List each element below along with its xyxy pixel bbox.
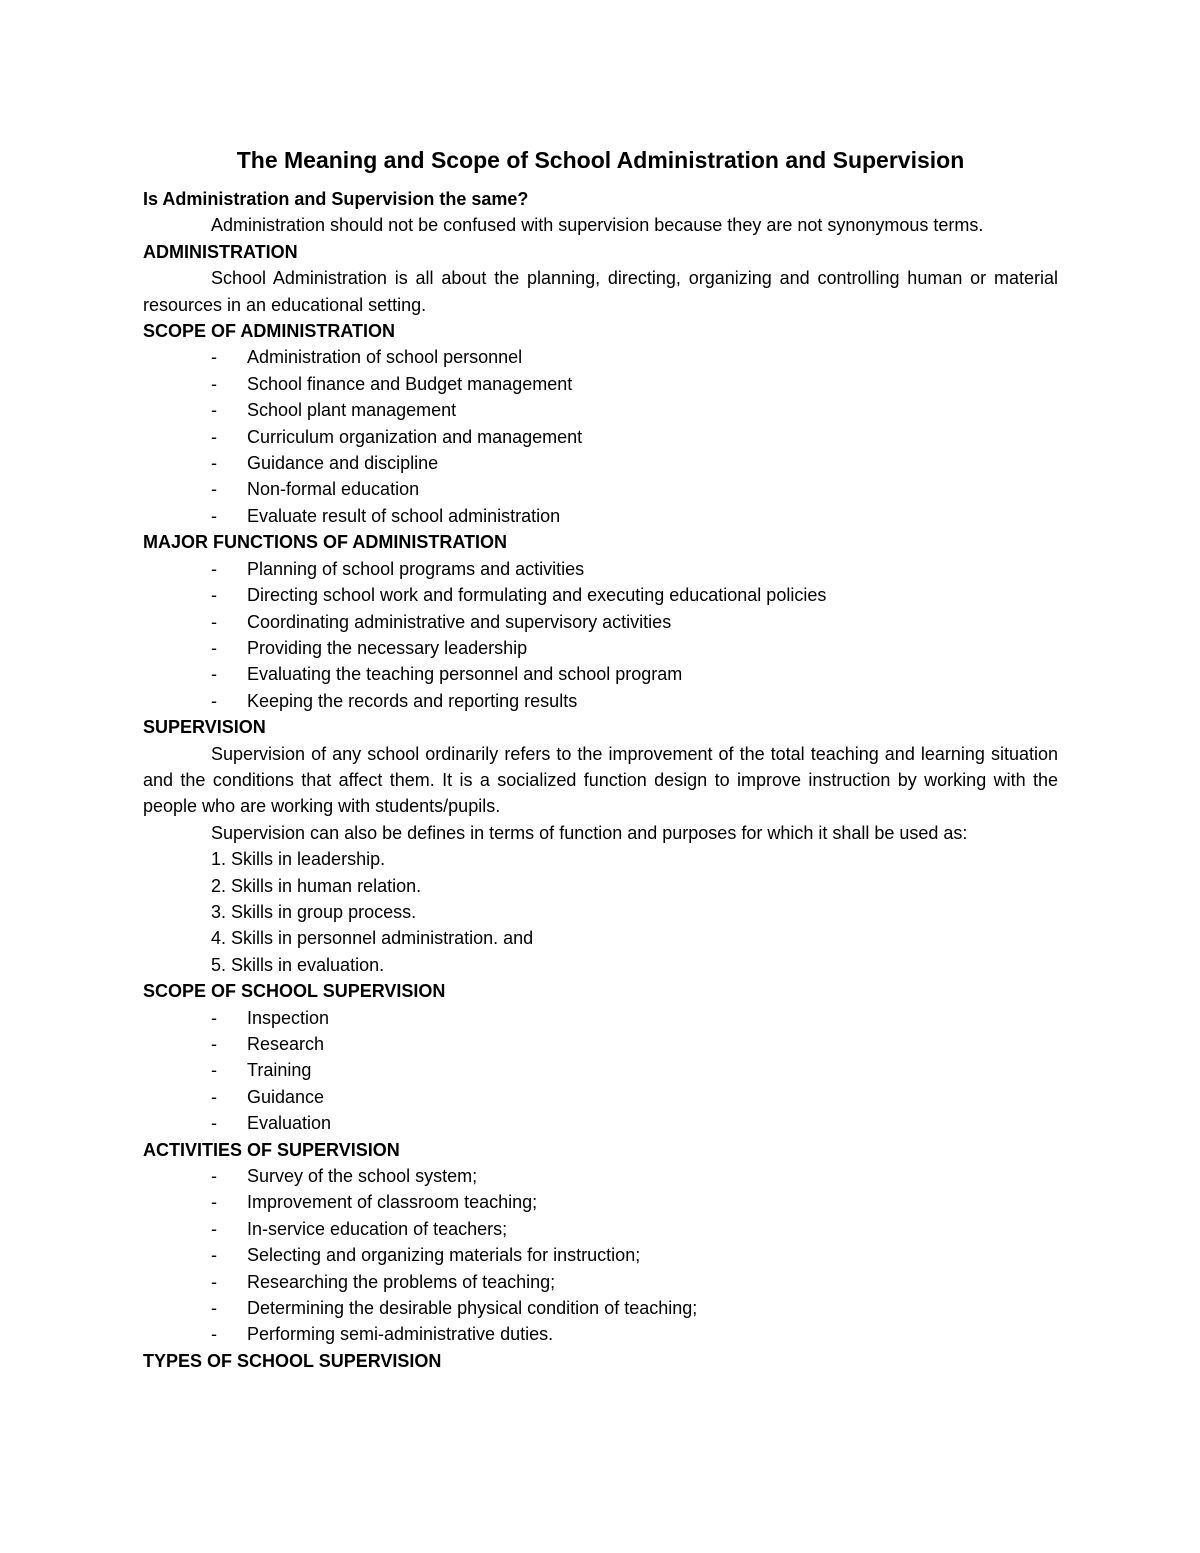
list-item	[143, 1295, 1058, 1321]
supervision-body: Supervision of any school ordinarily refers to the improvement of the total teaching and learning situation and the conditions that affect them. It is a socialized function design to improve instruction by working with the people who are working with students/pupils.	[143, 743, 1058, 817]
list-item-text: Determining the desirable physical condition of teaching;	[247, 1298, 698, 1319]
scope-of-supervision-list	[143, 1005, 1058, 1137]
supervision-body-2: Supervision can also be defines in terms of function and purposes for which it shall be used as:	[211, 822, 968, 843]
list-item-text: Non-formal education	[247, 479, 420, 500]
dash-bullet: -	[211, 505, 217, 526]
list-item	[143, 450, 1058, 476]
dash-bullet: -	[211, 479, 217, 500]
major-functions-list	[143, 556, 1058, 714]
list-item-text: Directing school work and formulating and executing educational policies	[247, 585, 827, 606]
types-of-supervision-heading: TYPES OF SCHOOL SUPERVISION	[143, 1350, 442, 1371]
activities-of-supervision-list	[143, 1163, 1058, 1348]
numbered-item: 2. Skills in human relation.	[211, 875, 422, 896]
dash-bullet: -	[211, 1086, 217, 1107]
list-item-text: Curriculum organization and management	[247, 426, 583, 447]
list-item	[143, 1110, 1058, 1136]
question-body: Administration should not be confused with supervision because they are not synonymous terms.	[211, 215, 984, 236]
list-item	[143, 1084, 1058, 1110]
dash-bullet: -	[211, 1192, 217, 1213]
major-functions-heading: MAJOR FUNCTIONS OF ADMINISTRATION	[143, 532, 507, 553]
list-item-text: School plant management	[247, 400, 457, 421]
supervision-skills-list	[143, 846, 1058, 978]
page-title: The Meaning and Scope of School Administration and Supervision	[236, 147, 965, 173]
list-item	[143, 1321, 1058, 1347]
list-item-text: Researching the problems of teaching;	[247, 1271, 556, 1292]
dash-bullet: -	[211, 637, 217, 658]
list-item-text: Inspection	[247, 1007, 330, 1028]
numbered-item: 1. Skills in leadership.	[211, 849, 386, 870]
list-item	[143, 661, 1058, 687]
numbered-item: 4. Skills in personnel administration. and	[211, 928, 534, 949]
dash-bullet: -	[211, 585, 217, 606]
administration-body: School Administration is all about the planning, directing, organizing and controlling human or material resources in an educational setting.	[143, 268, 1058, 315]
list-item-text: Planning of school programs and activities	[247, 558, 585, 579]
list-item	[143, 582, 1058, 608]
dash-bullet: -	[211, 1324, 217, 1345]
dash-bullet: -	[211, 690, 217, 711]
list-item-text: Guidance and discipline	[247, 453, 439, 474]
list-item	[143, 503, 1058, 529]
scope-of-administration-list	[143, 344, 1058, 529]
dash-bullet: -	[211, 1271, 217, 1292]
scope-of-supervision-heading: SCOPE OF SCHOOL SUPERVISION	[143, 981, 446, 1002]
list-item-text: Performing semi-administrative duties.	[247, 1324, 554, 1345]
supervision-heading: SUPERVISION	[143, 717, 266, 738]
numbered-item: 3. Skills in group process.	[211, 901, 417, 922]
dash-bullet: -	[211, 664, 217, 685]
list-item-text: Guidance	[247, 1086, 325, 1107]
list-item	[143, 635, 1058, 661]
list-item	[143, 1269, 1058, 1295]
list-item	[143, 1031, 1058, 1057]
dash-bullet: -	[211, 1245, 217, 1266]
list-item	[143, 556, 1058, 582]
dash-bullet: -	[211, 1298, 217, 1319]
dash-bullet: -	[211, 347, 217, 368]
dash-bullet: -	[211, 611, 217, 632]
list-item	[143, 344, 1058, 370]
dash-bullet: -	[211, 373, 217, 394]
list-item-text: Providing the necessary leadership	[247, 637, 528, 658]
administration-heading: ADMINISTRATION	[143, 241, 298, 262]
activities-of-supervision-heading: ACTIVITIES OF SUPERVISION	[143, 1139, 400, 1160]
list-item-text: Improvement of classroom teaching;	[247, 1192, 538, 1213]
scope-of-administration-heading: SCOPE OF ADMINISTRATION	[143, 321, 395, 342]
list-item-text: Keeping the records and reporting results	[247, 690, 578, 711]
dash-bullet: -	[211, 1166, 217, 1187]
list-item-text: Coordinating administrative and supervisory activities	[247, 611, 672, 632]
list-item	[143, 397, 1058, 423]
list-item-text: In-service education of teachers;	[247, 1218, 508, 1239]
list-item-text: Survey of the school system;	[247, 1166, 478, 1187]
list-item	[143, 1005, 1058, 1031]
dash-bullet: -	[211, 1060, 217, 1081]
list-item	[143, 688, 1058, 714]
list-item	[143, 1163, 1058, 1189]
list-item-text: Evaluate result of school administration	[247, 505, 561, 526]
list-item	[143, 424, 1058, 450]
dash-bullet: -	[211, 1007, 217, 1028]
list-item-text: Selecting and organizing materials for instruction;	[247, 1245, 641, 1266]
dash-bullet: -	[211, 558, 217, 579]
list-item	[143, 1216, 1058, 1242]
dash-bullet: -	[211, 453, 217, 474]
list-item-text: Administration of school personnel	[247, 347, 523, 368]
list-item-text: School finance and Budget management	[247, 373, 573, 394]
document-page	[143, 140, 1058, 1374]
dash-bullet: -	[211, 400, 217, 421]
list-item	[143, 1189, 1058, 1215]
list-item	[143, 476, 1058, 502]
list-item	[143, 371, 1058, 397]
dash-bullet: -	[211, 1113, 217, 1134]
dash-bullet: -	[211, 426, 217, 447]
list-item	[143, 609, 1058, 635]
list-item	[143, 1242, 1058, 1268]
numbered-item: 5. Skills in evaluation.	[211, 954, 385, 975]
list-item-text: Evaluating the teaching personnel and school program	[247, 664, 683, 685]
list-item-text: Training	[247, 1060, 312, 1081]
list-item-text: Evaluation	[247, 1113, 332, 1134]
question-heading: Is Administration and Supervision the same?	[143, 189, 529, 209]
list-item	[143, 1057, 1058, 1083]
dash-bullet: -	[211, 1218, 217, 1239]
dash-bullet: -	[211, 1034, 217, 1054]
list-item-text: Research	[247, 1034, 325, 1054]
